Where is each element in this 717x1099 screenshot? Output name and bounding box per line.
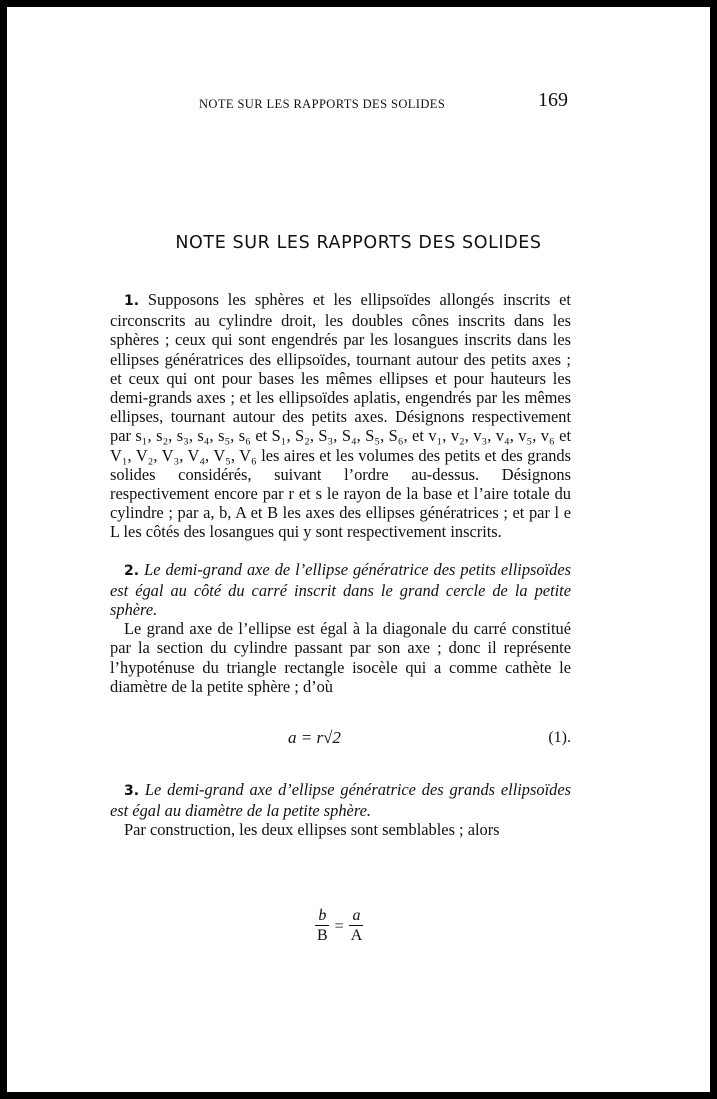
section-3-statement-paragraph bbox=[110, 780, 571, 820]
ratio-equation bbox=[315, 907, 364, 946]
section-1-number: 1. bbox=[124, 293, 140, 309]
equals-sign: = bbox=[334, 917, 344, 935]
fraction-left-numerator: b bbox=[315, 907, 329, 926]
section-2-statement: Le demi-grand axe de l’ellipse génératrice des petits ellipsoïdes est égal au côté du carré inscrit dans le grand cercle de la petite sphère. bbox=[110, 559, 571, 620]
section-1-text: Supposons les sphères et les ellipsoïdes allongés inscrits et circonscrits au cylindre droit, les doubles cônes inscrits dans les sphères ; ceux qui sont engendrés par les losangues inscrits dans les ellipses génératrices des ellipsoïdes, tournant autour des petits axes ; et ceux qui ont pour bases les mêmes ellipses et pour hauteurs les demi-grands axes ; et les ellipsoïdes aplatis, engendrés par les mêmes ellipses, tournant autour des petits axes. Désignons respectivement par s₁, s₂, s₃, s₄, s₅, s₆ et S₁, S₂, S₃, S₄, S₅, S₆, et v₁, v₂, v₃, v₄, v₅, v₆ et V₁, V₂, V₃, V₄, V₅, V₆ les aires et les volumes des petits et des grands solides considérés, suivant l’ordre au-dessus. Désignons respectivement encore par r et s le rayon de la base et l’aire totale du cylindre ; par a, b, A et B les axes des ellipses génératrices ; et par l e L les côtés des losangues qui y sont respectivement inscrits. bbox=[110, 290, 571, 542]
document-body bbox=[110, 290, 571, 944]
section-1-paragraph bbox=[110, 290, 571, 542]
section-3-number: 3. bbox=[124, 783, 140, 800]
section-2-number: 2. bbox=[124, 562, 140, 579]
document-page bbox=[7, 7, 710, 1092]
fraction-right-denominator: A bbox=[350, 927, 363, 944]
section-2-proof: Le grand axe de l’ellipse est égal à la diagonale du carré constitué par la section du cylindre passant par son axe ; donc il représente l’hypoténuse du triangle rectangle isocèle qui a comme cathète le diamètre de la petite sphère ; d’où bbox=[110, 619, 571, 696]
section-3-statement: Le demi-grand axe d’ellipse génératrice des grands ellipsoïdes est égal au diamètre de la petite sphère. bbox=[110, 780, 571, 821]
formula-1 bbox=[110, 718, 571, 764]
section-2-statement-paragraph bbox=[110, 560, 571, 620]
fraction-left bbox=[315, 907, 330, 946]
running-title: NOTE SUR LES RAPPORTS DES SOLIDES bbox=[199, 97, 446, 111]
fraction-right-numerator: a bbox=[349, 907, 363, 926]
section-3-proof: Par construction, les deux ellipses sont semblables ; alors bbox=[124, 820, 500, 840]
fraction-right bbox=[349, 907, 365, 946]
fraction-left-denominator: B bbox=[317, 927, 328, 944]
page-number: 169 bbox=[538, 89, 568, 111]
formula-1-expression: a = r√2 bbox=[288, 728, 341, 748]
page-title: NOTE SUR LES RAPPORTS DES SOLIDES bbox=[175, 233, 542, 253]
formula-1-tag: (1). bbox=[548, 729, 571, 747]
